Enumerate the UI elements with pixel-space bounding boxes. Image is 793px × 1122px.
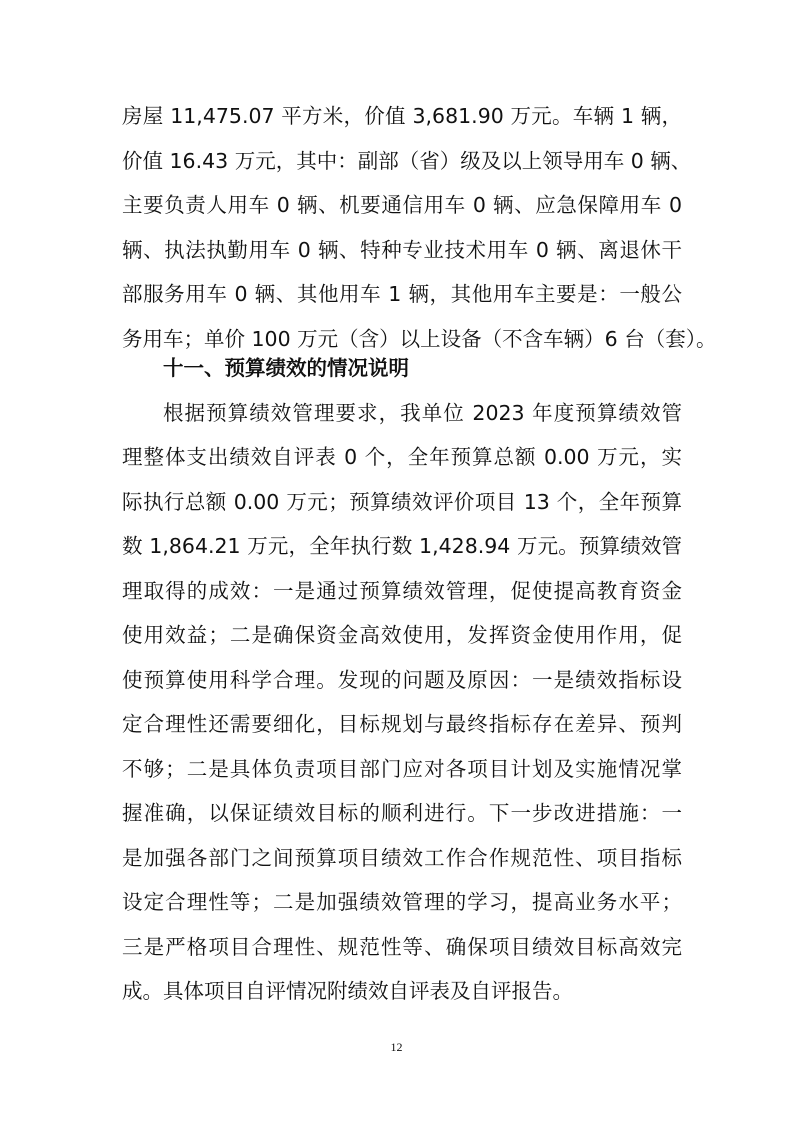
text-line: 数 1,864.21 万元，全年执行数 1,428.94 万元。预算绩效管: [122, 534, 682, 558]
text-line: 辆、执法执勤用车 0 辆、特种专业技术用车 0 辆、离退休干: [122, 238, 682, 262]
text-line: 三是严格项目合理性、规范性等、确保项目绩效目标高效完: [122, 935, 682, 959]
text-line: 定合理性还需要细化，目标规划与最终指标存在差异、预判: [122, 712, 682, 736]
text-line: 部服务用车 0 辆、其他用车 1 辆，其他用车主要是：一般公: [122, 282, 682, 306]
text-line: 房屋 11,475.07 平方米，价值 3,681.90 万元。车辆 1 辆，: [122, 104, 682, 128]
text-line: 务用车；单价 100 万元（含）以上设备（不含车辆）6 台（套）。: [122, 327, 717, 351]
text-line: 理取得的成效：一是通过预算绩效管理，促使提高教育资金: [122, 579, 682, 603]
text-line: 价值 16.43 万元，其中：副部（省）级及以上领导用车 0 辆、: [122, 149, 692, 173]
text-line: 设定合理性等；二是加强绩效管理的学习，提高业务水平；: [122, 890, 682, 914]
text-line: 是加强各部门之间预算项目绩效工作合作规范性、项目指标: [122, 846, 682, 870]
text-line-last: 成。具体项目自评情况附绩效自评表及自评报告。: [122, 979, 573, 1003]
text-line: 主要负责人用车 0 辆、机要通信用车 0 辆、应急保障用车 0: [122, 193, 682, 217]
text-line: 理整体支出绩效自评表 0 个，全年预算总额 0.00 万元，实: [122, 445, 682, 469]
page-number: 12: [390, 1040, 403, 1054]
text-line: 握准确，以保证绩效目标的顺利进行。下一步改进措施：一: [122, 801, 682, 825]
text-line: 际执行总额 0.00 万元；预算绩效评价项目 13 个，全年预算: [122, 490, 682, 514]
text-line: 使预算使用科学合理。发现的问题及原因：一是绩效指标设: [122, 668, 682, 692]
paragraph-first-line: 根据预算绩效管理要求，我单位 2023 年度预算绩效管: [163, 401, 682, 425]
section-heading: 十一、预算绩效的情况说明: [163, 356, 409, 380]
text-line: 使用效益；二是确保资金高效使用，发挥资金使用作用，促: [122, 623, 682, 647]
text-line: 不够；二是具体负责项目部门应对各项目计划及实施情况掌: [122, 757, 682, 781]
